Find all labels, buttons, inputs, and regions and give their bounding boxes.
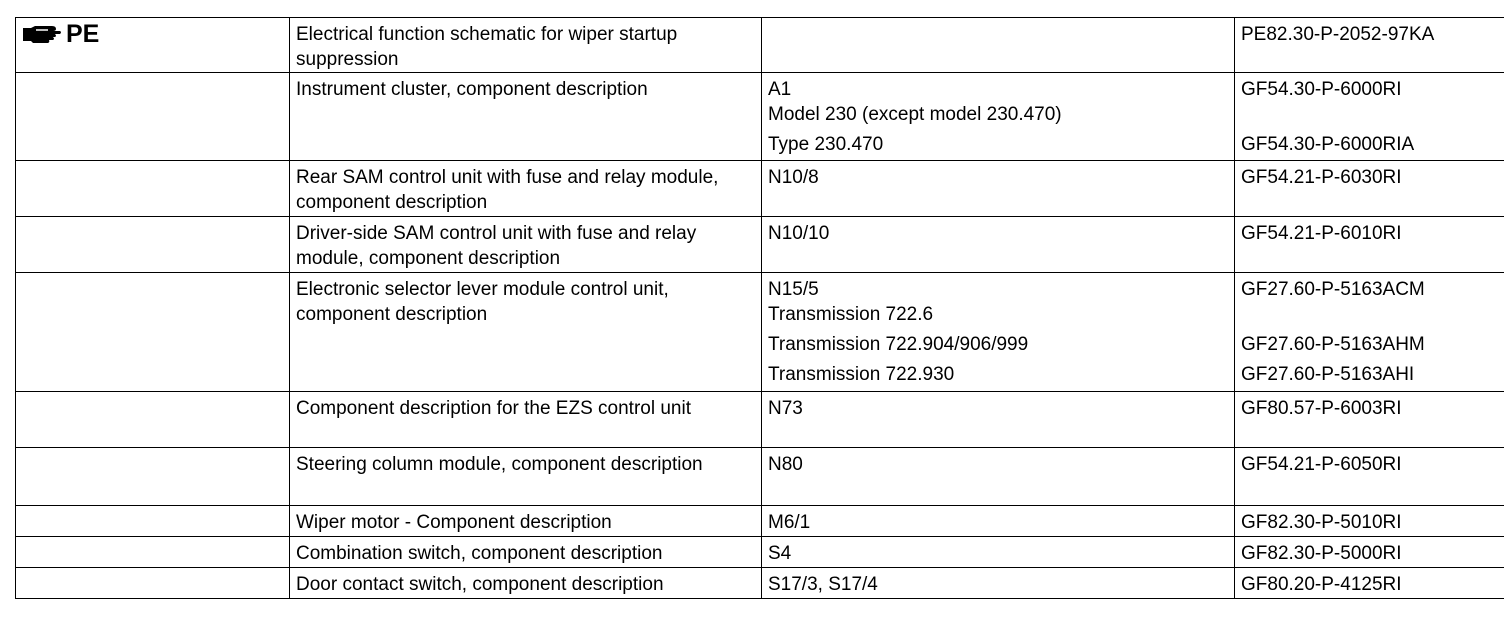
row-ref: GF54.21-P-6010RI [1235,217,1504,273]
row-desc: Rear SAM control unit with fuse and relay module, component description [290,161,762,217]
row-desc: Combination switch, component description [290,537,762,568]
row-desc: Steering column module, component description [290,448,762,506]
row-ref: GF27.60-P-5163AHI [1241,364,1415,385]
row-ref: GF54.21-P-6030RI [1235,161,1504,217]
table-row [16,273,1504,392]
table-row [16,161,1504,217]
row-ref: GF27.60-P-5163AHM [1241,334,1425,355]
logo-cell [16,18,290,73]
row-code: N15/5 [768,279,819,300]
row-variant: Transmission 722.904/906/999 [768,334,1029,355]
row-desc: Wiper motor - Component description [290,506,762,537]
row-code: N73 [762,392,1235,448]
row-variant: Type 230.470 [768,134,884,155]
row-ref: GF54.30-P-6000RIA [1241,134,1415,155]
row-desc: Component description for the EZS control unit [290,392,762,448]
row-desc: Door contact switch, component description [290,568,762,599]
row-variant: Model 230 (except model 230.470) [768,104,1062,125]
row-code: N80 [762,448,1235,506]
row-variant: Transmission 722.930 [768,364,955,385]
row-desc: Electrical function schematic for wiper startup suppression [290,18,762,73]
table-row [16,568,1504,599]
row-ref: GF82.30-P-5010RI [1235,506,1504,537]
logo-text: PE [66,20,100,48]
row-code: N10/8 [762,161,1235,217]
row-code: N10/10 [762,217,1235,273]
row-ref: GF80.20-P-4125RI [1235,568,1504,599]
reference-table [15,17,1504,599]
row-ref: GF54.30-P-6000RI [1241,79,1402,100]
row-ref: PE82.30-P-2052-97KA [1235,18,1504,73]
row-desc: Instrument cluster, component description [290,73,762,161]
row-code: M6/1 [762,506,1235,537]
table-row [16,537,1504,568]
row-ref: GF54.21-P-6050RI [1235,448,1504,506]
row-ref: GF82.30-P-5000RI [1235,537,1504,568]
table-row [16,392,1504,448]
row-desc: Driver-side SAM control unit with fuse and relay module, component description [290,217,762,273]
row-code [762,18,1235,73]
row-code: A1 [768,79,792,100]
table-row [16,448,1504,506]
row-code: S17/3, S17/4 [762,568,1235,599]
table-row [16,506,1504,537]
table-row [16,217,1504,273]
pointing-hand-icon [22,22,62,50]
table-row [16,18,1504,73]
row-ref: GF27.60-P-5163ACM [1241,279,1425,300]
row-ref: GF80.57-P-6003RI [1235,392,1504,448]
row-variant: Transmission 722.6 [768,304,934,325]
table-row [16,73,1504,161]
row-desc: Electronic selector lever module control unit, component description [290,273,762,392]
row-code: S4 [762,537,1235,568]
